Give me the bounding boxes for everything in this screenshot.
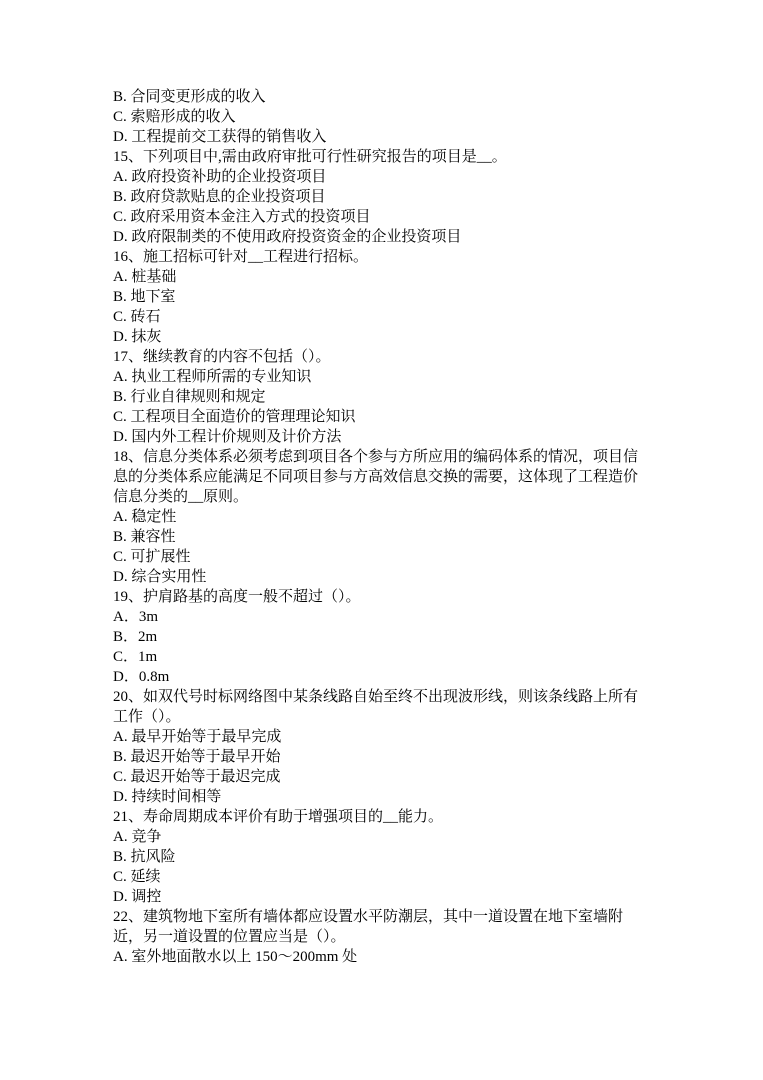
answer-option: C. 可扩展性	[113, 549, 191, 565]
question-stem: 16、施工招标可针对__工程进行招标。	[113, 249, 369, 265]
question-stem: 19、护肩路基的高度一般不超过（）。	[113, 589, 361, 605]
answer-option: A. 最早开始等于最早完成	[113, 729, 282, 745]
answer-option: B. 合同变更形成的收入	[113, 89, 266, 105]
answer-option: A．3m	[113, 609, 159, 625]
answer-option: D. 政府限制类的不使用政府投资资金的企业投资项目	[113, 229, 462, 245]
answer-option: B. 地下室	[113, 289, 176, 305]
answer-option: C. 延续	[113, 869, 161, 885]
question-stem: 15、下列项目中,需由政府审批可行性研究报告的项目是__。	[113, 149, 507, 165]
question-block	[113, 807, 652, 907]
question-block	[113, 347, 652, 447]
answer-option: A. 室外地面散水以上 150～200mm 处	[113, 949, 358, 965]
answer-option: B．2m	[113, 629, 158, 645]
answer-option: C. 索赔形成的收入	[113, 109, 236, 125]
answer-option: A. 桩基础	[113, 269, 177, 285]
answer-option: D. 工程提前交工获得的销售收入	[113, 129, 327, 145]
answer-option: B. 政府贷款贴息的企业投资项目	[113, 189, 326, 205]
answer-option: C. 最迟开始等于最迟完成	[113, 769, 281, 785]
answer-option: A. 稳定性	[113, 509, 177, 525]
answer-option: C. 政府采用资本金注入方式的投资项目	[113, 209, 371, 225]
question-block	[113, 687, 652, 807]
answer-option: C. 砖石	[113, 309, 161, 325]
answer-option: B. 行业自律规则和规定	[113, 389, 266, 405]
answer-option: D. 持续时间相等	[113, 789, 222, 805]
answer-option: C．1m	[113, 649, 158, 665]
answer-option: D. 国内外工程计价规则及计价方法	[113, 429, 342, 445]
question-block	[113, 147, 652, 247]
answer-option: C. 工程项目全面造价的管理理论知识	[113, 409, 356, 425]
answer-option: D. 调控	[113, 889, 162, 905]
answer-option: A. 竞争	[113, 829, 162, 845]
question-block	[113, 587, 652, 687]
answer-option: D．0.8m	[113, 669, 170, 685]
answer-option: A. 执业工程师所需的专业知识	[113, 369, 312, 385]
answer-option: D. 综合实用性	[113, 569, 207, 585]
question-stem: 20、如双代号时标网络图中某条线路自始至终不出现波形线，则该条线路上所有工作（）。	[113, 689, 639, 725]
question-stem: 22、建筑物地下室所有墙体都应设置水平防潮层，其中一道设置在地下室墙附近，另一道设置的位置应当是（）。	[113, 909, 624, 945]
answer-option: A. 政府投资补助的企业投资项目	[113, 169, 327, 185]
answer-option: B. 抗风险	[113, 849, 176, 865]
question-stem: 18、信息分类体系必须考虑到项目各个参与方所应用的编码体系的情况，项目信息的分类体系应能满足不同项目参与方高效信息交换的需要，这体现了工程造价信息分类的__原则。	[113, 449, 639, 505]
question-block	[113, 907, 652, 967]
question-block	[113, 87, 652, 147]
question-stem: 21、寿命周期成本评价有助于增强项目的__能力。	[113, 809, 444, 825]
answer-option: D. 抹灰	[113, 329, 162, 345]
question-block	[113, 247, 652, 347]
answer-option: B. 兼容性	[113, 529, 176, 545]
question-block	[113, 447, 652, 587]
question-stem: 17、继续教育的内容不包括（）。	[113, 349, 331, 365]
answer-option: B. 最迟开始等于最早开始	[113, 749, 281, 765]
exam-text	[113, 87, 652, 967]
